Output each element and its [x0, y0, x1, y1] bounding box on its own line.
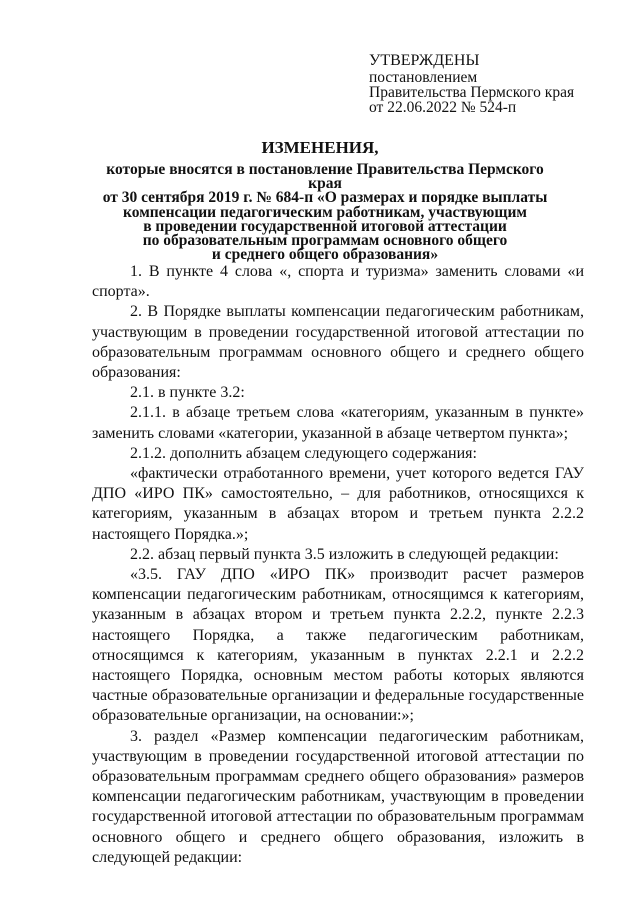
paragraph-2-1-2: 2.1.2. дополнить абзацем следующего содержания: — [130, 444, 477, 462]
subtitle-line: и среднего общего образования» — [211, 246, 439, 264]
approval-date-number: от 22.06.2022 № 524-п — [369, 99, 517, 116]
approval-by: постановлением — [369, 69, 478, 86]
paragraph-2: 2. В Порядке выплаты компенсации педагогическим работникам, участвующим в проведении государственной итоговой аттестации по образовательным программам основного общего и среднего общего образования: — [92, 303, 584, 382]
approval-stamp — [369, 52, 619, 115]
subtitle-line: которые вносятся в постановление Правительства Пермского края — [106, 161, 544, 193]
document-title: ИЗМЕНЕНИЯ, — [261, 138, 379, 157]
document-body — [92, 262, 584, 868]
paragraph-1: 1. В пункте 4 слова «, спорта и туризма» заменить словами «и спорта». — [92, 263, 584, 301]
approval-heading: УТВЕРЖДЕНЫ — [369, 52, 480, 69]
subtitle-line: по образовательным программам основного общего — [142, 232, 508, 250]
paragraph-quote-1: «фактически отработанного времени, учет которого ведется ГАУ ДПО «ИРО ПК» самостоятельно, – для работников, относящихся к категориям, указанным в абзацах втором и третьем пункта 2.2.2 настоящего Порядка.»; — [92, 465, 584, 543]
approval-authority: Правительства Пермского края — [369, 84, 575, 101]
paragraph-quote-3-5: «3.5. ГАУ ДПО «ИРО ПК» производит расчет размеров компенсации педагогическим работникам, относящимся к категориям, указанным в абзацах втором и третьем пункта 2.2.2, пункте 2.2.3 настоящего Порядка, а также педагогическим работникам, относящимся к категориям, указанным в пунктах 2.2.1 и 2.2.2 настоящего Порядка, основным местом работы которых являются частные образовательные организации и федеральные государственные образовательные организации, на основании:»; — [92, 566, 584, 725]
paragraph-2-1-1: 2.1.1. в абзаце третьем слова «категориям, указанным в пункте» заменить словами «категории, указанной в абзаце четвертом пункта»; — [92, 404, 584, 442]
document-subtitle — [90, 163, 560, 262]
paragraph-2-2: 2.2. абзац первый пункта 3.5 изложить в следующей редакции: — [130, 545, 559, 563]
paragraph-3: 3. раздел «Размер компенсации педагогическим работникам, участвующим в проведении государственной итоговой аттестации по образовательным программам среднего общего образования» размеров компенсации педагогическим работникам, участвующим в проведении государственной итоговой аттестации по образовательным программам основного общего и среднего общего образования, изложить в следующей редакции: — [92, 727, 584, 866]
subtitle-line: от 30 сентября 2019 г. № 684-п «О размерах и порядке выплаты — [102, 189, 548, 207]
subtitle-line: в проведении государственной итоговой аттестации — [143, 217, 507, 235]
paragraph-2-1: 2.1. в пункте 3.2: — [130, 384, 245, 402]
subtitle-line: компенсации педагогическим работникам, участвующим — [123, 203, 527, 221]
